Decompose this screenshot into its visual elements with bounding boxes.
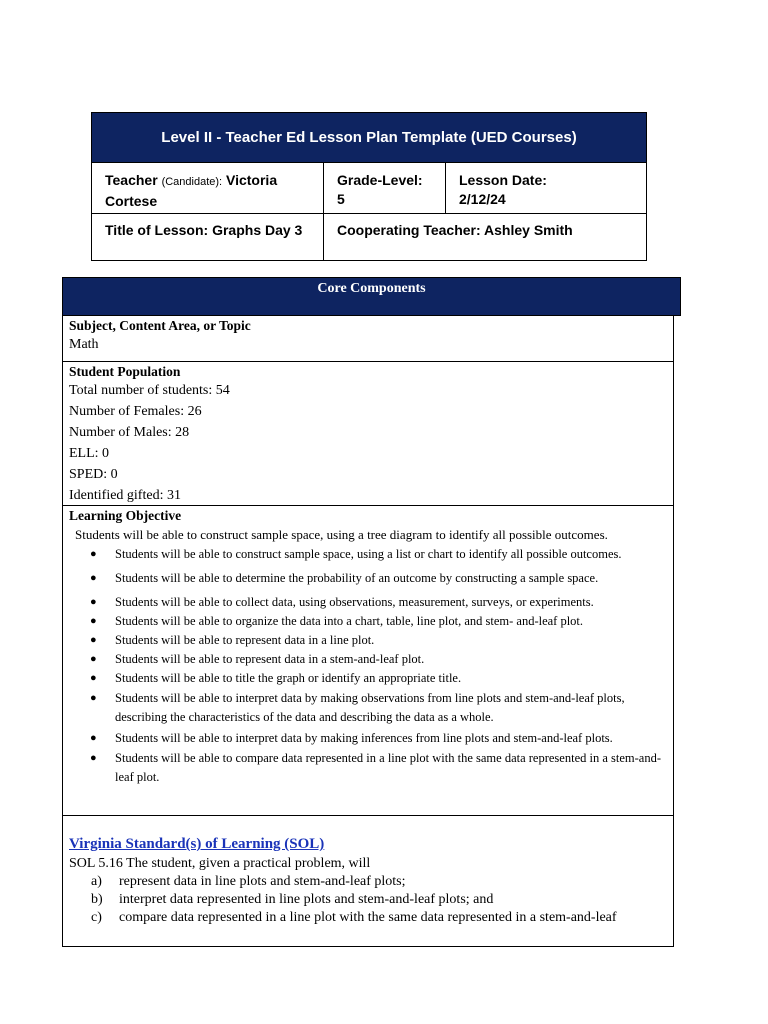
sol-item: b) interpret data represented in line plots and stem-and-leaf plots; and <box>91 892 494 907</box>
lesson-header-table <box>91 112 647 261</box>
subject-value: Math <box>69 337 99 352</box>
population-section <box>63 363 673 506</box>
list-item: ● Students will be able to represent data in a stem-and-leaf plot. <box>90 652 425 666</box>
list-item: ● Students will be able to interpret data by making observations from line plots and stem-and-leaf plots, describing the characteristics of the data and describing the data as a whole. <box>90 691 625 724</box>
list-item: ● Students will be able to interpret data by making inferences from line plots and stem-and-leaf plots. <box>90 731 613 745</box>
sol-item: c) compare data represented in a line plot with the same data represented in a stem-and-leaf <box>91 910 617 925</box>
lesson-date-label: Lesson Date: <box>459 172 547 188</box>
population-females: Number of Females: 26 <box>69 404 202 419</box>
lesson-date: 2/12/24 <box>459 191 506 207</box>
teacher-label: Teacher <box>105 172 158 188</box>
bullet-icon: ● <box>90 653 97 665</box>
bullet-icon: ● <box>90 752 97 764</box>
objective-list <box>69 546 673 787</box>
population-gifted: Identified gifted: 31 <box>69 488 181 503</box>
objective-intro: Students will be able to construct sample space, using a tree diagram to identify all possible outcomes. <box>75 527 608 542</box>
objective-section <box>63 507 673 816</box>
sol-heading-link[interactable]: Virginia Standard(s) of Learning (SOL) <box>69 836 325 852</box>
candidate-label: (Candidate): <box>161 176 223 188</box>
objective-heading: Learning Objective <box>69 508 182 523</box>
sol-intro: SOL 5.16 The student, given a practical problem, will <box>69 856 371 871</box>
lesson-title: Title of Lesson: Graphs Day 3 <box>92 214 324 261</box>
list-item: ● Students will be able to collect data, using observations, measurement, surveys, or experiments. <box>90 595 594 609</box>
bullet-icon: ● <box>90 672 97 684</box>
population-heading: Student Population <box>69 364 181 379</box>
list-item: ● Students will be able to organize the data into a chart, table, line plot, and stem- and-leaf plot. <box>90 614 584 628</box>
grade-level: Grade-Level: 5 <box>324 163 446 214</box>
lesson-date-cell <box>446 163 647 214</box>
population-males: Number of Males: 28 <box>69 425 190 440</box>
bullet-icon: ● <box>90 634 97 646</box>
teacher-cell <box>92 163 324 214</box>
bullet-icon: ● <box>90 732 97 744</box>
list-item: ● Students will be able to represent data in a line plot. <box>90 633 375 647</box>
core-components-heading: Core Components <box>62 277 681 316</box>
bullet-icon: ● <box>90 615 97 627</box>
cooperating-teacher: Cooperating Teacher: Ashley Smith <box>324 214 647 261</box>
list-item: ● Students will be able to construct sample space, using a list or chart to identify all possible outcomes. <box>90 547 622 561</box>
list-item: ● Students will be able to compare data represented in a line plot with the same data represented in a stem-and-leaf plot. <box>90 751 661 784</box>
bullet-icon: ● <box>90 572 97 584</box>
subject-heading: Subject, Content Area, or Topic <box>69 318 251 333</box>
template-title: Level II - Teacher Ed Lesson Plan Template (UED Courses) <box>92 113 647 163</box>
bullet-icon: ● <box>90 548 97 560</box>
subject-section <box>63 317 673 362</box>
bullet-icon: ● <box>90 692 97 704</box>
list-item: ● Students will be able to determine the probability of an outcome by constructing a sample space. <box>90 571 599 585</box>
sol-section <box>63 834 673 946</box>
population-sped: SPED: 0 <box>69 467 118 482</box>
bullet-icon: ● <box>90 596 97 608</box>
teacher-name: Victoria Cortese <box>105 172 278 209</box>
sol-item: a) represent data in line plots and stem-and-leaf plots; <box>91 874 406 889</box>
population-total: Total number of students: 54 <box>69 383 230 398</box>
population-ell: ELL: 0 <box>69 446 110 461</box>
list-item: ● Students will be able to title the graph or identify an appropriate title. <box>90 671 462 685</box>
core-components-table <box>62 316 674 947</box>
